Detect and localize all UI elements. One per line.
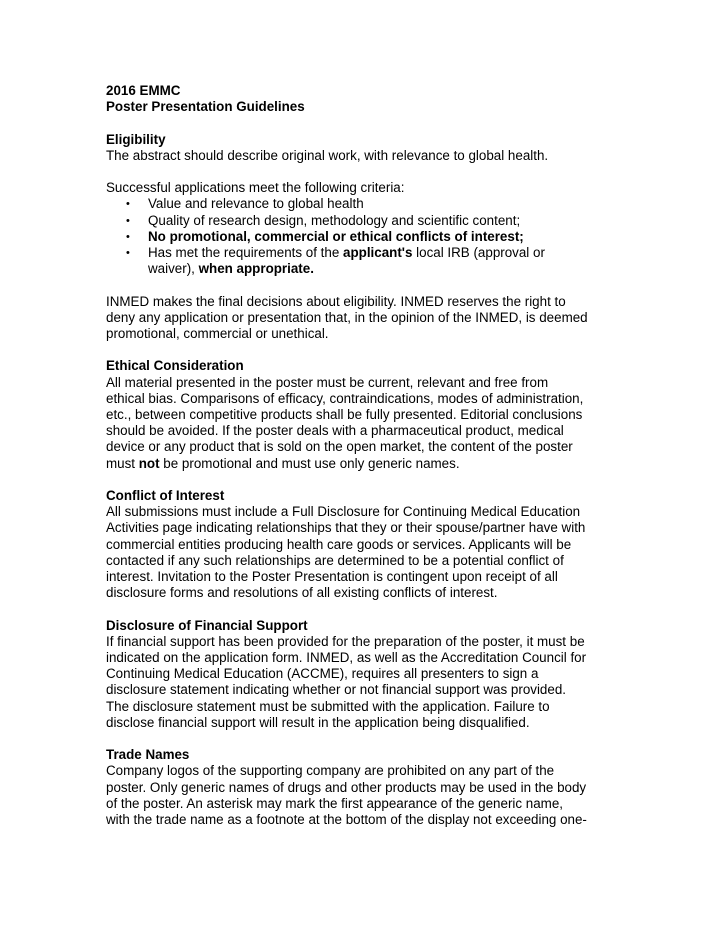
criteria-text: Quality of research design, methodology and scientific content; (148, 212, 521, 228)
criteria-item (106, 245, 626, 277)
paragraph-line: device or any product that is sold on the open market, the content of the poster (106, 439, 573, 455)
paragraph-line: indicated on the application form. INMED, as well as the Accreditation Council for (106, 650, 587, 666)
paragraph-line: interest. Invitation to the Poster Presentation is contingent upon receipt of all (106, 569, 558, 585)
paragraph-line: Company logos of the supporting company are prohibited on any part of the (106, 763, 555, 779)
paragraph-line: with the trade name as a footnote at the bottom of the display not exceeding one- (106, 812, 587, 828)
paragraph-line: of the poster. An asterisk may mark the first appearance of the generic name, (106, 795, 564, 811)
document-subtitle: Poster Presentation Guidelines (106, 99, 305, 115)
conflict-heading: Conflict of Interest (106, 488, 225, 503)
bullet-icon: • (126, 230, 130, 243)
paragraph-line: disclosure statement indicating whether or not financial support was provided. (106, 682, 566, 698)
document-title: 2016 EMMC (106, 83, 181, 98)
ethical-heading: Ethical Consideration (106, 358, 244, 374)
financial-heading: Disclosure of Financial Support (106, 617, 308, 633)
paragraph-line: The disclosure statement must be submitted with the application. Failure to (106, 698, 550, 714)
paragraph-line: promotional, commercial or unethical. (106, 326, 329, 341)
criteria-text: waiver), (148, 261, 199, 277)
bullet-icon: • (126, 247, 130, 259)
paragraph-line: should be avoided. If the poster deals with a pharmaceutical product, medical (106, 423, 564, 439)
criteria-text: Has met the requirements of the (148, 245, 344, 260)
document-body (106, 83, 626, 828)
text-emphasis: not (138, 455, 160, 471)
criteria-item (106, 213, 626, 229)
paragraph-line: All material presented in the poster must be current, relevant and free from (106, 374, 549, 390)
paragraph-line (106, 456, 626, 472)
paragraph-line: Continuing Medical Education (ACCME), requires all presenters to sign a (106, 666, 539, 682)
paragraph-line: deny any application or presentation that, in the opinion of the INMED, is deemed (106, 309, 588, 325)
paragraph-line: commercial entities producing health care goods or services. Applicants will be (106, 536, 572, 552)
criteria-text: Value and relevance to global health (148, 196, 364, 212)
criteria-text: No promotional, commercial or ethical conflicts of interest; (148, 228, 524, 244)
paragraph-line: ethical bias. Comparisons of efficacy, contraindications, modes of administration, (106, 390, 584, 406)
paragraph-line: poster. Only generic names of drugs and other products may be used in the body (106, 779, 587, 795)
criteria-text: local IRB (approval or (412, 245, 545, 260)
paragraph-line: All submissions must include a Full Disclosure for Continuing Medical Education (106, 504, 581, 520)
criteria-emphasis: when appropriate. (198, 261, 314, 277)
eligibility-heading: Eligibility (106, 131, 166, 147)
bullet-icon: • (126, 198, 130, 211)
eligibility-intro: The abstract should describe original work, with relevance to global health. (106, 147, 549, 163)
criteria-emphasis: applicant's (343, 245, 413, 260)
paragraph-line: If financial support has been provided for the preparation of the poster, it must be (106, 633, 585, 649)
trade-heading: Trade Names (106, 747, 190, 763)
text-run: be promotional and must use only generic names. (159, 455, 460, 471)
paragraph-line: disclose financial support will result in the application being disqualified. (106, 714, 530, 730)
paragraph-line: Activities page indicating relationships that they or their spouse/partner have with (106, 520, 586, 536)
paragraph-line: disclosure forms and resolutions of all existing conflicts of interest. (106, 585, 498, 601)
criteria-item (106, 196, 626, 212)
bullet-icon: • (126, 214, 130, 227)
paragraph-line: contacted if any such relationships are determined to be a potential conflict of (106, 552, 564, 568)
criteria-list (106, 196, 626, 277)
criteria-item (106, 229, 626, 245)
paragraph-line: INMED makes the final decisions about eligibility. INMED reserves the right to (106, 293, 566, 309)
paragraph-line: etc., between competitive products shall be fully presented. Editorial conclusions (106, 407, 583, 422)
criteria-intro: Successful applications meet the following criteria: (106, 180, 405, 196)
text-run: must (106, 455, 139, 471)
